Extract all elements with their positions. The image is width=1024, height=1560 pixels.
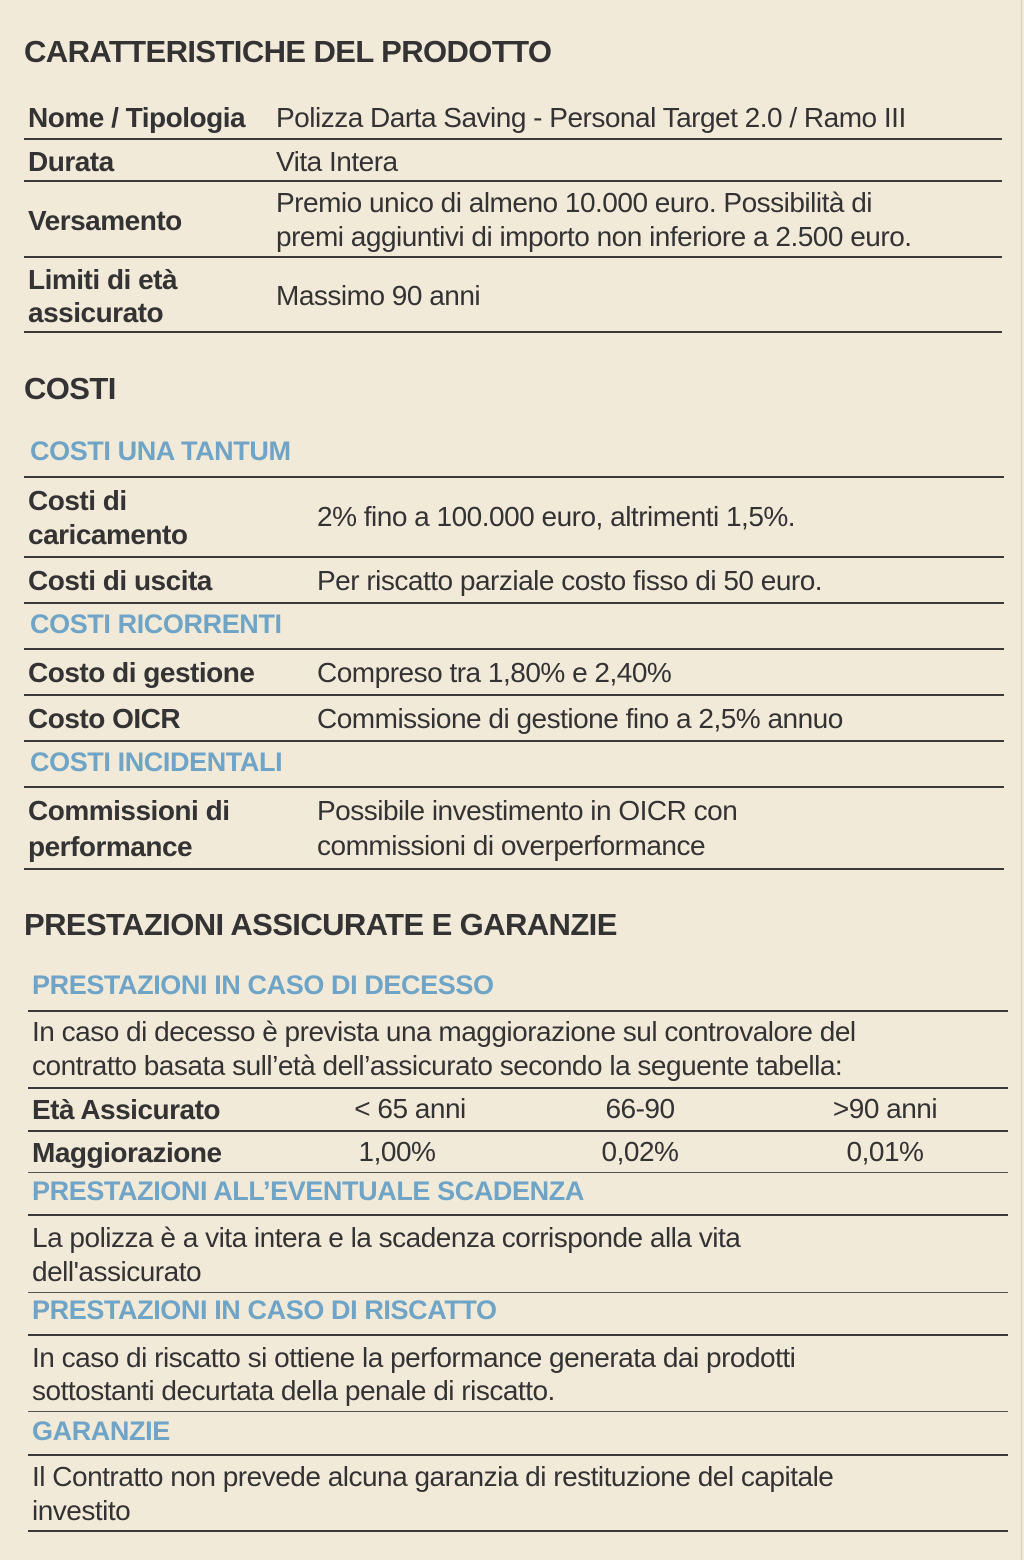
text-scadenza-line1: La polizza è a vita intera e la scadenza corrisponde alla vita [32, 1222, 741, 1253]
table-row-col1: 1,00% [358, 1136, 436, 1167]
row-divider [24, 476, 1004, 478]
value-commissioni-performance-line2: commissioni di overperformance [317, 830, 706, 861]
row-divider [24, 256, 1002, 258]
row-divider [24, 602, 1004, 604]
value-versamento-line1: Premio unico di almeno 10.000 euro. Possibilità di [276, 187, 873, 218]
section-title-prestazioni: PRESTAZIONI ASSICURATE E GARANZIE [24, 907, 617, 942]
subsection-riscatto: PRESTAZIONI IN CASO DI RISCATTO [32, 1295, 497, 1325]
label-costi-caricamento-line2: caricamento [28, 519, 188, 550]
row-divider [24, 138, 1002, 140]
row-divider [28, 1411, 1008, 1412]
label-versamento: Versamento [28, 205, 182, 236]
label-costi-uscita: Costi di uscita [28, 565, 212, 596]
table-row-col3: 0,01% [846, 1136, 924, 1167]
table-row-maggiorazione-label: Maggiorazione [32, 1137, 222, 1168]
subsection-decesso: PRESTAZIONI IN CASO DI DECESSO [32, 970, 494, 1000]
label-limiti-line2: assicurato [28, 297, 164, 328]
label-costo-oicr: Costo OICR [28, 703, 181, 734]
text-decesso-line1: In caso di decesso è prevista una maggiorazione sul controvalore del [32, 1016, 856, 1047]
row-divider [24, 331, 1002, 333]
subsection-costi-una-tantum: COSTI UNA TANTUM [30, 436, 291, 466]
text-decesso-line2: contratto basata sull’età dell’assicurato secondo la seguente tabella: [32, 1050, 843, 1081]
row-divider [24, 556, 1004, 558]
subsection-costi-incidentali: COSTI INCIDENTALI [30, 747, 283, 777]
subsection-garanzie: GARANZIE [32, 1416, 170, 1446]
text-garanzie-line2: investito [32, 1495, 131, 1526]
row-divider [24, 694, 1004, 696]
section-title-caratteristiche: CARATTERISTICHE DEL PRODOTTO [24, 34, 552, 69]
subsection-scadenza: PRESTAZIONI ALL’EVENTUALE SCADENZA [32, 1176, 584, 1206]
row-divider [28, 1130, 1008, 1132]
row-divider [28, 1530, 1008, 1532]
label-nome-tipologia: Nome / Tipologia [28, 102, 246, 133]
value-limiti: Massimo 90 anni [276, 280, 481, 311]
value-nome-tipologia: Polizza Darta Saving - Personal Target 2.0 / Ramo III [276, 102, 906, 133]
text-riscatto-line1: In caso di riscatto si ottiene la performance generata dai prodotti [32, 1342, 796, 1373]
row-divider [28, 1334, 1008, 1336]
text-garanzie-line1: Il Contratto non prevede alcuna garanzia di restituzione del capitale [32, 1461, 834, 1492]
subsection-costi-ricorrenti: COSTI RICORRENTI [30, 609, 282, 639]
row-divider [24, 740, 1004, 742]
label-limiti-line1: Limiti di età [28, 264, 178, 295]
label-commissioni-performance-line2: performance [28, 831, 193, 862]
value-versamento-line2: premi aggiuntivi di importo non inferiore a 2.500 euro. [276, 221, 912, 252]
row-divider [28, 1010, 1008, 1012]
table-header-col2: 66-90 [605, 1093, 675, 1124]
value-durata: Vita Intera [276, 146, 398, 177]
value-commissioni-performance-line1: Possibile investimento in OICR con [317, 795, 738, 826]
value-costi-caricamento: 2% fino a 100.000 euro, altrimenti 1,5%. [317, 501, 796, 532]
row-divider [24, 786, 1004, 788]
table-header-col1: < 65 anni [354, 1093, 466, 1124]
text-riscatto-line2: sottostanti decurtata della penale di riscatto. [32, 1375, 555, 1406]
row-divider [28, 1292, 1008, 1293]
label-costi-caricamento-line1: Costi di [28, 485, 127, 516]
label-durata: Durata [28, 146, 114, 177]
table-header-col3: >90 anni [832, 1093, 938, 1124]
row-divider [24, 180, 1002, 182]
text-scadenza-line2: dell'assicurato [32, 1256, 202, 1287]
section-title-costi: COSTI [24, 371, 116, 406]
table-row-col2: 0,02% [601, 1136, 679, 1167]
row-divider [28, 1454, 1008, 1456]
value-costo-oicr: Commissione di gestione fino a 2,5% annuo [317, 703, 843, 734]
row-divider [28, 1172, 1008, 1173]
page-edge [1021, 0, 1022, 1560]
row-divider [28, 1214, 1008, 1216]
row-divider [24, 868, 1004, 870]
row-divider [28, 1087, 1008, 1089]
value-costo-gestione: Compreso tra 1,80% e 2,40% [317, 657, 672, 688]
row-divider [24, 648, 1004, 650]
value-costi-uscita: Per riscatto parziale costo fisso di 50 euro. [317, 565, 823, 596]
label-costo-gestione: Costo di gestione [28, 657, 255, 688]
table-header-eta-assicurato: Età Assicurato [32, 1094, 221, 1125]
label-commissioni-performance-line1: Commissioni di [28, 795, 230, 826]
